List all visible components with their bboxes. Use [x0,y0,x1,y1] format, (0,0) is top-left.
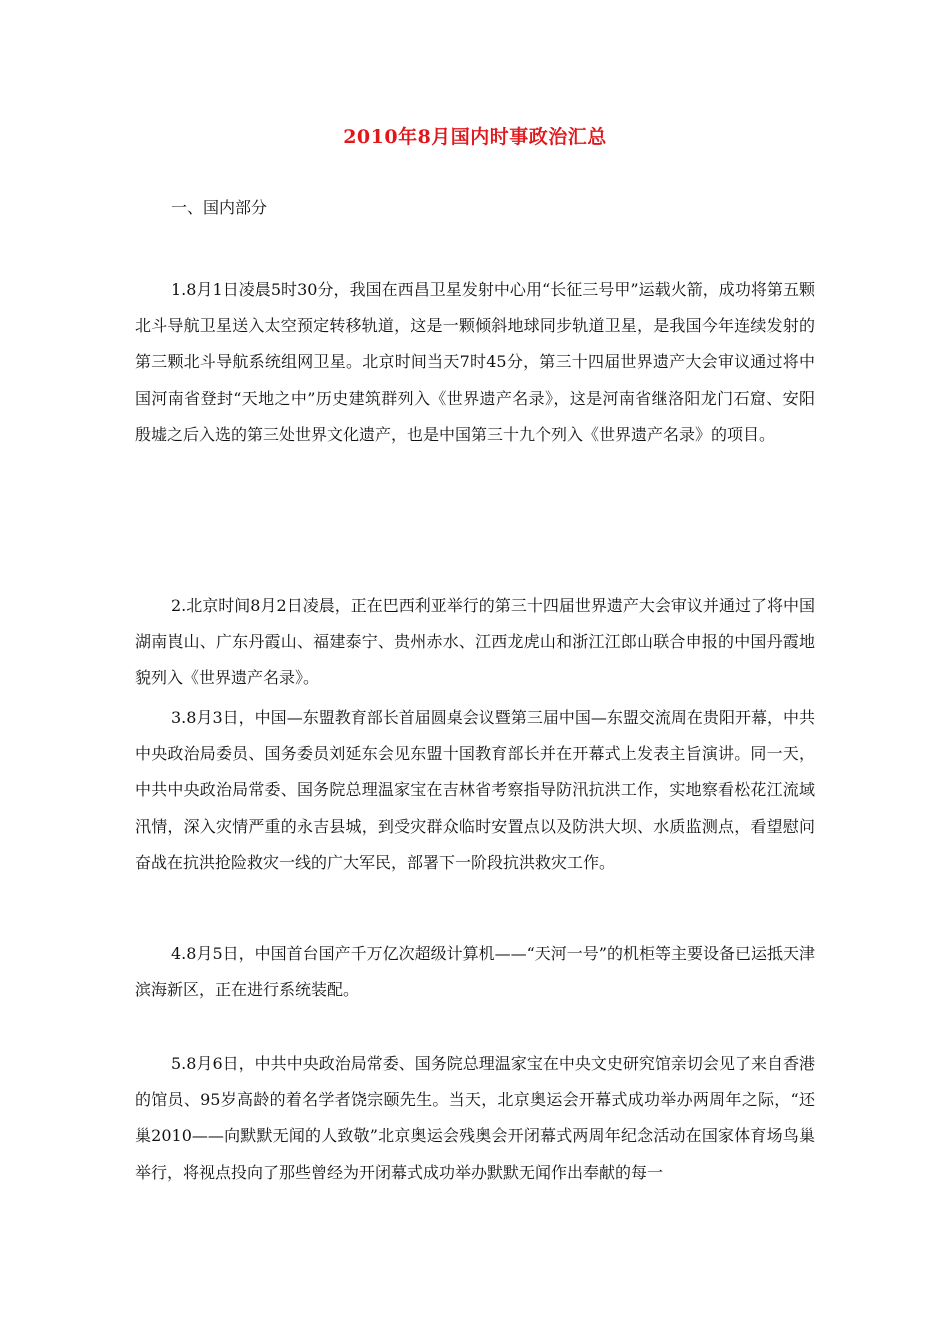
section-heading: 一、国内部分 [171,198,268,217]
paragraph-4: 4.8月5日，中国首台国产千万亿次超级计算机——“天河一号”的机柜等主要设备已运抵天津滨海新区，正在进行系统装配。 [135,944,815,1000]
paragraph-5: 5.8月6日，中共中央政治局常委、国务院总理温家宝在中央文史研究馆亲切会见了来自香港的馆员、95岁高龄的着名学者饶宗颐先生。当天，北京奥运会开幕式成功举办两周年之际，“还巢2010——向默默无闻的人致敬”北京奥运会残奥会开闭幕式两周年纪念活动在国家体育场鸟巢举行，将视点投向了那些曾经为开闭幕式成功举办默默无闻作出奉献的每一 [135,1054,815,1182]
paragraph-1: 1.8月1日凌晨5时30分，我国在西昌卫星发射中心用“长征三号甲”运载火箭，成功将第五颗北斗导航卫星送入太空预定转移轨道，这是一颗倾斜地球同步轨道卫星，是我国今年连续发射的第三颗北斗导航系统组网卫星。北京时间当天7时45分，第三十四届世界遗产大会审议通过将中国河南省登封“天地之中”历史建筑群列入《世界遗产名录》，这是河南省继洛阳龙门石窟、安阳殷墟之后入选的第三处世界文化遗产，也是中国第三十九个列入《世界遗产名录》的项目。 [135,280,815,444]
document-title: 2010年8月国内时事政治汇总 [343,126,607,148]
paragraph-2: 2.北京时间8月2日凌晨，正在巴西利亚举行的第三十四届世界遗产大会审议并通过了将中国湖南崀山、广东丹霞山、福建泰宁、贵州赤水、江西龙虎山和浙江江郎山联合申报的中国丹霞地貌列入《世界遗产名录》。 [135,596,815,688]
paragraph-3: 3.8月3日，中国—东盟教育部长首届圆桌会议暨第三届中国—东盟交流周在贵阳开幕，中共中央政治局委员、国务委员刘延东会见东盟十国教育部长并在开幕式上发表主旨演讲。同一天，中共中央政治局常委、国务院总理温家宝在吉林省考察指导防汛抗洪工作，实地察看松花江流域汛情，深入灾情严重的永吉县城，到受灾群众临时安置点以及防洪大坝、水质监测点，看望慰问奋战在抗洪抢险救灾一线的广大军民，部署下一阶段抗洪救灾工作。 [135,708,815,872]
